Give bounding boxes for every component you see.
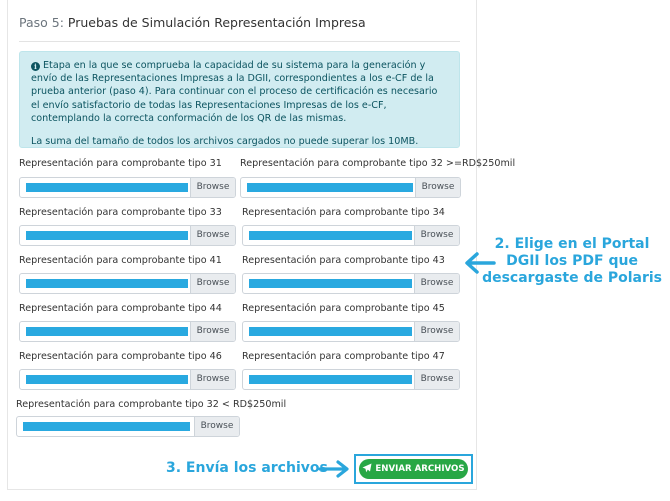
alert-text: Etapa en la que se comprueba la capacidad de su sistema para la generación y envío de las Representaciones Impresas a la DGII, correspondientes a los e-CF de la prueba anterior (paso 4). Para continuar con el proceso de certificación es necesario el envío satisfactorio de todas las Representaciones Impresas de los e-CF, contemplando la correcta conformación de los QR de las mismas.	[31, 60, 438, 124]
file-input-46[interactable]	[19, 369, 236, 390]
alert-note: La suma del tamaño de todos los archivos cargados no puede superar los 10MB.	[31, 136, 419, 148]
file-name-bar	[26, 231, 188, 240]
upload-label-46: Representación para comprobante tipo 46	[19, 351, 222, 362]
file-name-bar	[23, 422, 190, 431]
file-name-bar	[26, 183, 188, 192]
upload-label-44: Representación para comprobante tipo 44	[19, 303, 222, 314]
file-name-bar	[249, 375, 412, 384]
browse-button[interactable]: Browse	[190, 322, 235, 341]
file-name-bar	[247, 183, 413, 192]
file-input-47[interactable]	[242, 369, 460, 390]
annotation-line: DGII los PDF que	[506, 253, 638, 269]
upload-label-47: Representación para comprobante tipo 47	[242, 351, 445, 362]
upload-label-43: Representación para comprobante tipo 43	[242, 255, 445, 266]
browse-button[interactable]: Browse	[414, 370, 459, 389]
upload-label-45: Representación para comprobante tipo 45	[242, 303, 445, 314]
browse-button[interactable]: Browse	[194, 417, 239, 436]
file-input-31[interactable]	[19, 177, 236, 198]
annotation-step-2	[482, 236, 662, 287]
info-icon: i	[31, 62, 40, 71]
upload-label-41: Representación para comprobante tipo 41	[19, 255, 222, 266]
page-title	[19, 15, 366, 30]
file-name-bar	[26, 279, 188, 288]
upload-label-34: Representación para comprobante tipo 34	[242, 207, 445, 218]
paper-plane-icon	[362, 463, 372, 473]
file-name-bar	[26, 375, 188, 384]
browse-button[interactable]: Browse	[190, 178, 235, 197]
annotation-line: 2. Elige en el Portal	[494, 236, 650, 252]
file-name-bar	[26, 327, 188, 336]
send-files-button[interactable]	[359, 459, 468, 479]
browse-button[interactable]: Browse	[414, 226, 459, 245]
browse-button[interactable]: Browse	[190, 226, 235, 245]
file-input-43[interactable]	[242, 273, 460, 294]
submit-highlight	[354, 454, 473, 484]
browse-button[interactable]: Browse	[414, 274, 459, 293]
step-title: Pruebas de Simulación Representación Impresa	[67, 15, 366, 30]
file-name-bar	[249, 231, 412, 240]
step-number: Paso 5:	[19, 15, 64, 30]
title-divider	[19, 41, 460, 42]
file-input-34[interactable]	[242, 225, 460, 246]
file-input-44[interactable]	[19, 321, 236, 342]
file-input-32-low[interactable]	[16, 416, 240, 437]
file-input-45[interactable]	[242, 321, 460, 342]
browse-button[interactable]: Browse	[190, 274, 235, 293]
upload-label-32-low: Representación para comprobante tipo 32 < RD$250mil	[16, 399, 287, 410]
annotation-step-3: 3. Envía los archivos	[166, 460, 328, 476]
browse-button[interactable]: Browse	[414, 322, 459, 341]
annotation-line: descargaste de Polaris	[482, 270, 662, 286]
file-name-bar	[249, 279, 412, 288]
file-input-33[interactable]	[19, 225, 236, 246]
upload-label-31: Representación para comprobante tipo 31	[19, 158, 222, 169]
browse-button[interactable]: Browse	[415, 178, 460, 197]
upload-label-32-high: Representación para comprobante tipo 32 >=RD$250mil	[240, 158, 516, 169]
upload-label-33: Representación para comprobante tipo 33	[19, 207, 222, 218]
info-alert	[19, 51, 460, 148]
send-files-label: ENVIAR ARCHIVOS	[375, 464, 465, 474]
file-name-bar	[249, 327, 412, 336]
file-input-32-high[interactable]	[240, 177, 461, 198]
file-input-41[interactable]	[19, 273, 236, 294]
browse-button[interactable]: Browse	[190, 370, 235, 389]
arrow-right-icon	[318, 459, 352, 479]
